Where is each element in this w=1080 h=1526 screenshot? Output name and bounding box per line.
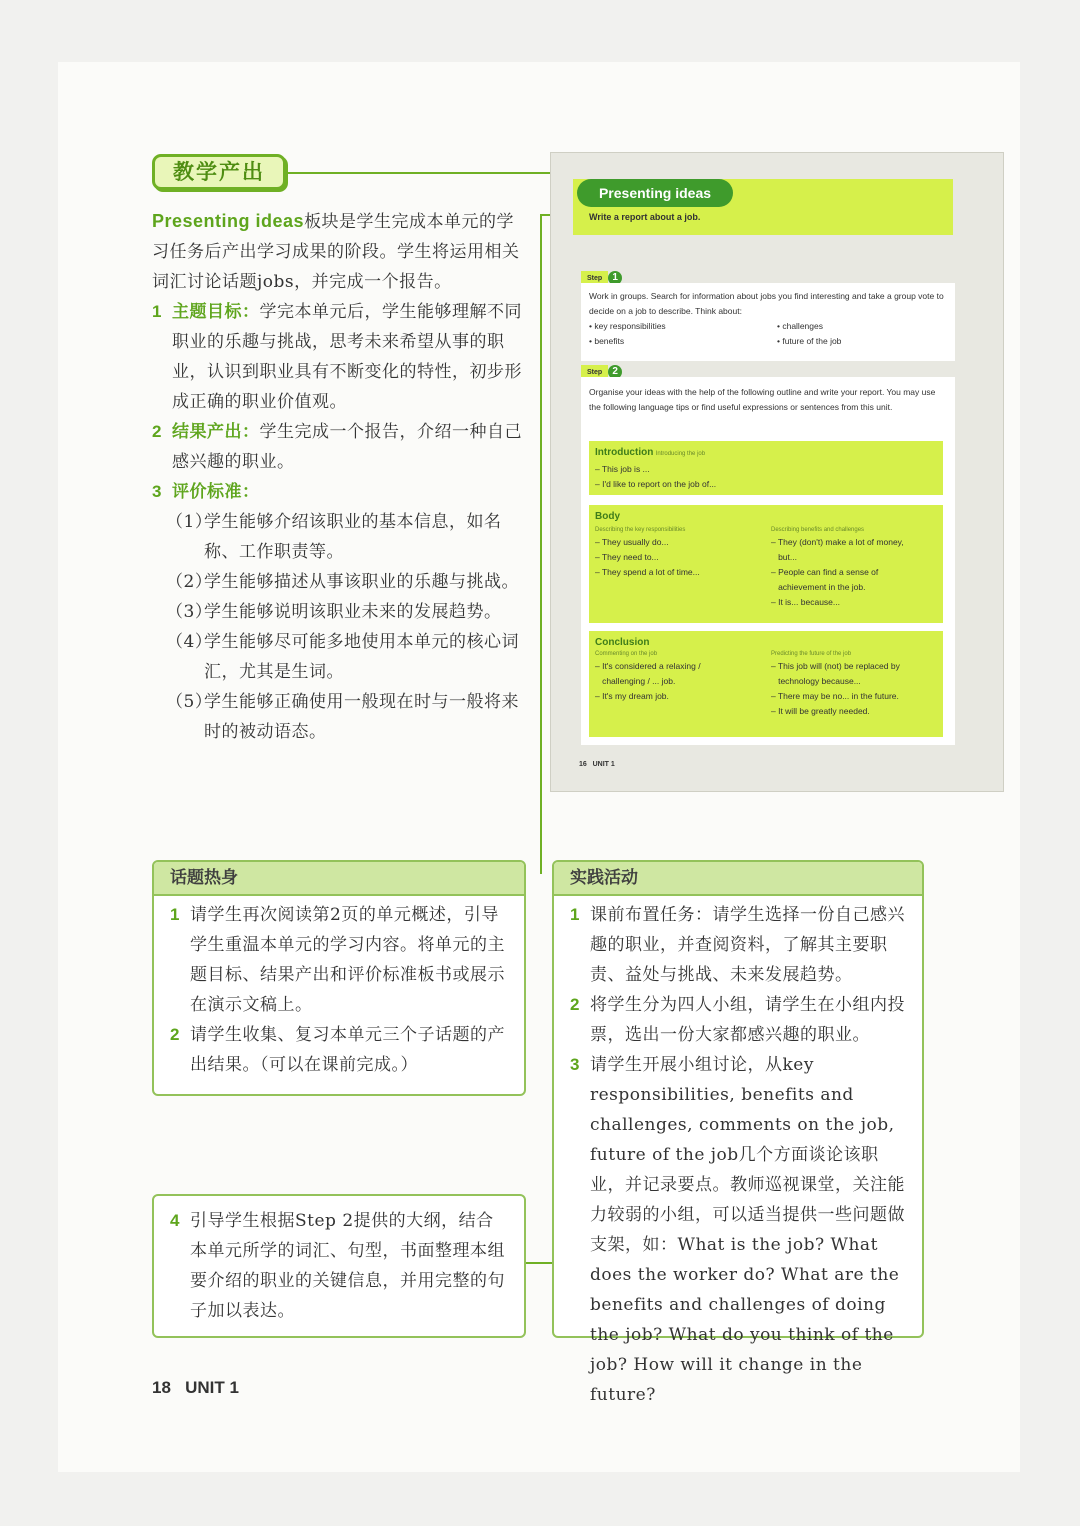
body-right-column	[771, 525, 939, 610]
warmup-item-text: 请学生再次阅读第2页的单元概述，引导学生重温本单元的学习内容。将单元的主题目标、结果产出和评价标准板书或展示在演示文稿上。	[190, 905, 505, 1015]
practice-item-text: 请学生开展小组讨论，从key responsibilities, benefits and challenges, comments on the job, future of the job几个方面谈论该职业，并记录要点。教师巡视课堂，关注能力较弱的小组，可以适当提供一些问题做支架，如：What is the job? What does the worker do? What are the benefits and challenges of doing the job? What do you think of the job? How will it change in the future?	[590, 1055, 905, 1405]
criteria-number: （1）	[166, 512, 213, 532]
criteria-item	[152, 687, 530, 747]
bullet-item: • future of the job	[777, 336, 842, 346]
outline-conclusion	[589, 631, 943, 737]
warmup-title: 话题热身	[154, 862, 524, 896]
criteria-text: 学生能够介绍该职业的基本信息，如名称、工作职责等。	[204, 512, 502, 562]
guide-item	[170, 1206, 510, 1326]
body-title: Body	[595, 511, 620, 522]
objective-text: 学生完成一个报告，介绍一种自己感兴趣的职业。	[172, 422, 522, 472]
footer-unit: UNIT 1	[185, 1378, 239, 1397]
warmup-item-2	[170, 1020, 510, 1080]
body-left-column	[595, 525, 765, 580]
textbook-page-image	[550, 152, 1004, 792]
objective-title: 结果产出：	[172, 422, 260, 442]
warmup-item-1	[170, 900, 510, 1020]
guide-item-number: 4	[170, 1211, 180, 1230]
introduction-title: Introduction	[595, 447, 654, 458]
criteria-item	[152, 507, 530, 567]
step1-panel	[581, 283, 955, 361]
criteria-number: （5）	[166, 692, 213, 712]
criteria-item	[152, 627, 530, 687]
intro-highlight: Presenting ideas	[152, 211, 305, 231]
conclusion-right-line: – There may be no... in the future.	[771, 691, 899, 701]
step2-number: 2	[608, 365, 622, 379]
body-right-note: Describing benefits and challenges	[771, 527, 865, 533]
section-title-tag: 教学产出	[152, 154, 286, 190]
step1-text: Work in groups. Search for information about jobs you find interesting and take a group vote to decide on a job to describe. Think about:	[589, 291, 944, 316]
introduction-line: – This job is ...	[595, 464, 650, 474]
conclusion-right-line: – This job will (not) be replaced by	[771, 661, 900, 671]
body-right-line: – They (don't) make a lot of money,	[771, 537, 904, 547]
body-left-line: – They need to...	[595, 552, 659, 562]
body-right-line: achievement in the job.	[771, 582, 866, 592]
practice-item-text: 课前布置任务：请学生选择一份自己感兴趣的职业，并查阅资料，了解其主要职责、益处与挑战、未来发展趋势。	[590, 905, 905, 985]
objective-1	[152, 297, 530, 417]
conclusion-left-note: Commenting on the job	[595, 651, 658, 657]
objective-3	[152, 477, 530, 507]
criteria-number: （3）	[166, 602, 213, 622]
introduction-note: Introducing the job	[655, 451, 706, 457]
connector-line-top	[288, 172, 566, 174]
guide-item-text: 引导学生根据Step 2提供的大纲，结合本单元所学的词汇、句型，书面整理本组要介绍的职业的关键信息，并用完整的句子加以表达。	[190, 1211, 505, 1321]
bullet-item: • key responsibilities	[589, 321, 666, 331]
step2-text: Organise your ideas with the help of the following outline and write your report. You may use the following language tips or find useful expressions or sentences from this unit.	[589, 387, 936, 412]
textbook-subtitle: Write a report about a job.	[589, 212, 701, 222]
practice-item-number: 2	[570, 995, 580, 1014]
practice-item-number: 3	[570, 1055, 580, 1074]
outline-introduction	[589, 441, 943, 495]
objective-text: 学完本单元后，学生能够理解不同职业的乐趣与挑战，思考未来希望从事的职业，认识到职业具有不断变化的特性，初步形成正确的职业价值观。	[172, 302, 522, 412]
warmup-item-number: 1	[170, 905, 180, 924]
conclusion-title: Conclusion	[595, 637, 650, 648]
step2-label-text: Step	[581, 365, 608, 380]
body-left-line: – They usually do...	[595, 537, 669, 547]
objective-number: 3	[152, 482, 162, 501]
objective-number: 1	[152, 302, 162, 321]
criteria-text: 学生能够尽可能多地使用本单元的核心词汇，尤其是生词。	[204, 632, 519, 682]
conclusion-right-column	[771, 649, 939, 719]
body-right-line: – It is... because...	[771, 597, 840, 607]
page-number: 18	[152, 1378, 171, 1397]
guide-box	[152, 1194, 526, 1338]
body-right-line: but...	[771, 552, 797, 562]
practice-item-number: 1	[570, 905, 580, 924]
warmup-box	[152, 860, 526, 1096]
left-column	[152, 206, 530, 747]
criteria-item	[152, 597, 530, 627]
conclusion-left-line: challenging / ... job.	[595, 676, 676, 686]
conclusion-right-line: – It will be greatly needed.	[771, 706, 870, 716]
introduction-line: – I'd like to report on the job of...	[595, 479, 717, 489]
criteria-number: （4）	[166, 632, 213, 652]
textbook-page-label: 16 UNIT 1	[579, 761, 615, 768]
conclusion-left-line: – It's considered a relaxing /	[595, 661, 701, 671]
connector-line-vertical	[540, 214, 542, 874]
bullet-item: • challenges	[777, 321, 823, 331]
criteria-text: 学生能够正确使用一般现在时与一般将来时的被动语态。	[204, 692, 519, 742]
bullet-item: • benefits	[589, 336, 625, 346]
bullet-text: key responsibilities	[594, 321, 666, 331]
conclusion-right-line: technology because...	[771, 676, 861, 686]
practice-item-1	[570, 900, 908, 990]
practice-item-3	[570, 1050, 908, 1410]
warmup-item-number: 2	[170, 1025, 180, 1044]
bullet-text: benefits	[594, 336, 625, 346]
page-footer	[152, 1378, 239, 1398]
conclusion-right-note: Predicting the future of the job	[771, 651, 852, 657]
objective-number: 2	[152, 422, 162, 441]
outline-body	[589, 505, 943, 623]
intro-paragraph	[152, 206, 530, 297]
practice-box	[552, 860, 924, 1405]
criteria-item	[152, 567, 530, 597]
objective-title: 主题目标：	[172, 302, 260, 322]
step1-label-text: Step	[581, 271, 608, 286]
conclusion-left-line: – It's my dream job.	[595, 691, 669, 701]
practice-item-2	[570, 990, 908, 1050]
body-left-note: Describing the key responsibilities	[595, 527, 686, 533]
intro-text: 板块是学生完成本单元的学习任务后产出学习成果的阶段。学生将运用相关词汇讨论话题jobs，并完成一个报告。	[152, 212, 520, 292]
objective-title: 评价标准：	[172, 482, 260, 502]
practice-item-text: 将学生分为四人小组，请学生在小组内投票，选出一份大家都感兴趣的职业。	[590, 995, 905, 1045]
connector-line-bottom	[526, 1262, 552, 1264]
step1-number: 1	[608, 271, 622, 285]
bullet-text: challenges	[782, 321, 823, 331]
criteria-text: 学生能够描述从事该职业的乐趣与挑战。	[204, 572, 519, 592]
bullet-text: future of the job	[782, 336, 842, 346]
conclusion-left-column	[595, 649, 765, 704]
textbook-tab: Presenting ideas	[577, 179, 733, 207]
practice-title: 实践活动	[554, 862, 922, 896]
objective-2	[152, 417, 530, 477]
body-right-line: – People can find a sense of	[771, 567, 879, 577]
body-left-line: – They spend a lot of time...	[595, 567, 700, 577]
criteria-text: 学生能够说明该职业未来的发展趋势。	[204, 602, 502, 622]
warmup-item-text: 请学生收集、复习本单元三个子话题的产出结果。（可以在课前完成。）	[190, 1025, 505, 1075]
criteria-number: （2）	[166, 572, 213, 592]
